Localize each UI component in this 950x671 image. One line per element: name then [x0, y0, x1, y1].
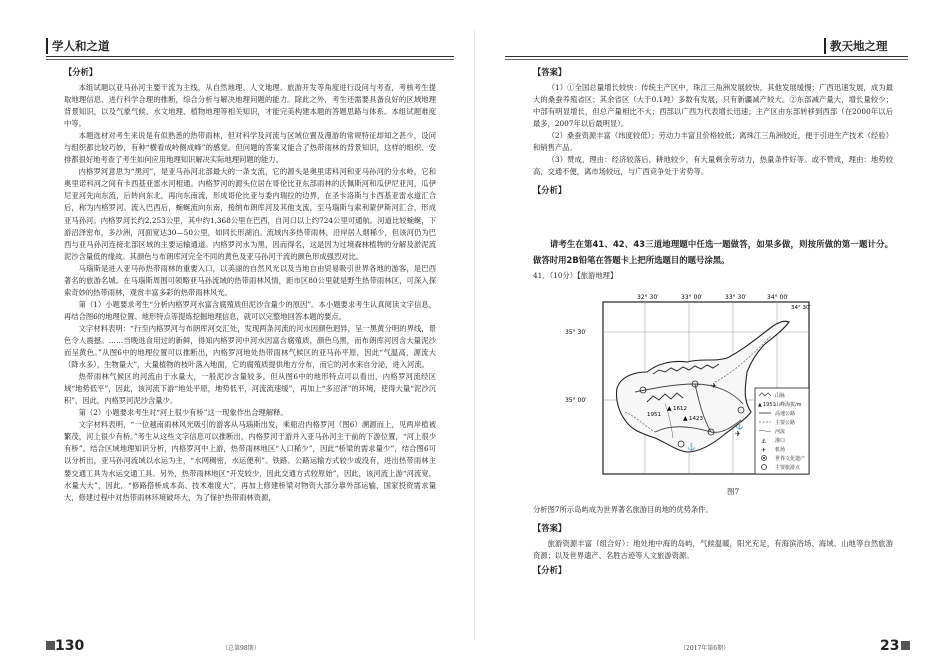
- map-svg: [565, 292, 813, 482]
- legend-label: 高速公路: [775, 411, 796, 417]
- question-41-text: 分析图7所示岛屿成为世界著名旅游目的地的优势条件。: [533, 505, 713, 514]
- paragraph: 文字材料表明：“行至内格罗河与布朗库河交汇处，发现两条河流的河水因颜色迥异，呈一黑黄分明的界线，景色令人震撼。……当晚进食用过的新鲜，得知内格罗河中河水因富含腐殖质，颜色乌黑，而布朗库河因含大量泥沙而呈黄色。”从图6中的地理位置可以推断出，内格罗河地处热带雨林气候区的亚马孙平原，因此“气温高，源流大（降水多），生物量大”，大量植物的枝叶落入地面，它的腐殖质提供地方分布，而它的河水来自分泌，进入河流。: [64, 323, 436, 370]
- legend-label: 河流: [775, 429, 786, 435]
- answer-heading: 【答案】: [533, 67, 567, 77]
- paragraph: 本题选材对考生来说是有似熟悉的热带雨林，但对科学及河流与区域位置及漫游的常规特征却知之甚少，设问与组织都比较巧妙，有种“横看成岭侧成峰”的感觉。但问题的答案又能合了热带雨林的背景知识，这样的组织、安排都很好地考查了考生如何应用地理知识解决实际地理问题的能力。: [64, 131, 436, 165]
- lon-label: 34° 00′: [767, 294, 789, 301]
- paragraph: 第（2）小题要求考生对“河上很少有桥”这一现象作出合理解释。: [78, 408, 288, 418]
- paragraph: 内格罗河意思为“黑河”，是亚马孙河北部最大的一条支流，它的源头是奥里诺科河和亚马孙河的分水岭，它和奥里诺科河之间有卡西基亚雷水河相通。内格罗河的源头位居在哥伦比亚东部雨林的沃佩斯河和瓜伊尼亚河，瓜伊尼亚河先向东流，后转向东北，再向东南流，形成哥伦比亚与委内瑞拉的边界，在圣卡洛斯与卡西基亚雷水道汇合后，称为内格罗河。流入巴西后，蜿蜒流向东南，接纳布朗库河及其他支流，至马瑙斯与索利蒙伊斯河汇合，形成亚马孙河。内格罗河长约2,253公里，其中约1,368公里在巴西，自河口以上约724公里可通航。河道比较蜿蜒，下游沼泽密布，多沙洲，河面宽达30—50公里，如同长形湖泊。流域内多热带雨林，沿岸居人烟稀少，但该河仍为巴西与亚马孙河连接北部区域的主要运输通道。内格罗河水为黑，因而得名，这是因为过境森林植物的分解及淤泥流泥沙含量低的缘故。其颜色与布朗库河完全不同的黄色及亚马孙河干流的颜色形成强烈对比。: [64, 167, 436, 261]
- paragraph: 文字材料表明，“一位越南雨林风光吸引的游客从马瑙斯出发，乘船沿内格罗河（图6）溯源而上，见两岸植被繁茂，河上很少有桥。”考生从这些文字信息可以推断出，内格罗河于游并入亚马孙河主干前的下游位置，“河上很少有桥”。结合区域地理知识分析，内格罗河中上游，热带雨林地区“人口稀少”，因此“桥梁的需求量少”，结合图6可以分析出，亚马孙河流域以水运为主，“水网稠密，水运便利”。铁路、公路运输方式较少或没有，进出热带雨林主要交通工具为水运交通工具。另外，热带雨林地区“开发较少，因此交通方式较原始”，因此，该河流上游“河流宽，水量大大”，因此，“修路搭桥成本高、技术难度大”，再加上修建桥梁对物资大部分靠外部运输，国家投资需求量大，修建过程中对热带雨林环境破坏大，为了保护热带雨林资源，: [64, 420, 436, 502]
- legend-label: 港口: [775, 438, 786, 444]
- analysis-heading: 【分析】: [64, 67, 98, 77]
- right-issue-note: （2017年第6期）: [680, 645, 730, 652]
- instruction-block: [533, 236, 893, 282]
- airport-icon: ✈: [711, 382, 717, 390]
- paragraph: 热带雨林气候区的河流由于水量大，一般泥沙含量较多。但从图6中的地形特点可以看出，内格罗河流经区域“地势低平”，因此，该河流下游“地处平原，地势低平，河流流速缓”，再加上“多沼泽”的环境，使得大量“泥沙沉积”，因此，内格罗河泥沙含量少。: [64, 372, 436, 406]
- left-issue-note: （总第98期）: [222, 645, 260, 652]
- legend-label: 世界文化遗产: [775, 456, 806, 462]
- lon-label: 33° 00′: [681, 294, 703, 301]
- anchor-icon: ⚓: [687, 443, 696, 451]
- question-41-title: 41．（10分）【旅游地理】: [533, 271, 618, 280]
- peak-label: 1612: [673, 406, 687, 412]
- peak-label: 1423: [689, 416, 703, 422]
- legend-label: 山脉: [775, 393, 786, 399]
- right-header: 教天地之理: [824, 38, 888, 60]
- paragraph: 马瑙斯是进入亚马孙热带雨林的重要入口，以美丽的自然风光以及当地自由贸易吸引世界各地的游客，是巴西著名的旅游名城。在马瑙斯周围可领略亚马孙流域的热带雨林风情，距市区80公里就是野生热带雨林区，可深入探索奇妙的热带雨林，观赏丰富多彩的热带雨林风光。: [64, 263, 436, 297]
- page-marker-icon: [46, 641, 55, 650]
- lat-label: 35° 00′: [565, 397, 587, 404]
- answer-heading: 【答案】: [533, 523, 567, 534]
- answer-3: （3）赞成，理由：经济较落后，耕地较少，有大量剩余劳动力，热量条件好等。或不赞成，理由：地势较高，交通不便，离市场较远，与广西竞争处于劣势等。: [533, 155, 893, 177]
- peak-marker: ▲: [683, 415, 688, 422]
- right-column-bottom: [533, 504, 893, 580]
- lon-label: 34° 30′: [791, 305, 811, 311]
- peak-label: 1951: [647, 412, 661, 418]
- legend-label: 山峰海拔/m: [775, 402, 802, 408]
- header-rule: [46, 56, 454, 57]
- header-rule-thin: [46, 59, 454, 60]
- lon-label: 32° 30′: [637, 294, 659, 301]
- answer-2: （2）桑蚕资源丰富（纬度较低）；劳动力丰富且价格较低；离珠江三角洲较近，便于引进生产技术（经验）和销售产品。: [533, 131, 893, 153]
- right-column-top: [533, 64, 893, 200]
- paragraph: 第（1）小题要求考生“分析内格罗河水富含腐殖质但泥沙含量少的原因”。本小题要求考生认真阅读文字信息，再结合图6的地理位置、地形特点等提炼挖掘地理信息，就可以完整地回答本题的要点。: [64, 299, 436, 321]
- analysis-heading: 【分析】: [533, 565, 567, 576]
- legend-peak-value: 1951: [763, 402, 776, 408]
- lon-label: 33° 30′: [725, 294, 747, 301]
- analysis-heading: 【分析】: [533, 185, 567, 196]
- legend-symbol: ▲: [758, 402, 762, 408]
- right-page-number: 23: [880, 638, 910, 654]
- legend-label: 主要旅游点: [775, 465, 801, 471]
- lat-label: 35° 30′: [565, 329, 587, 336]
- left-header: 学人和之道: [46, 38, 110, 60]
- paragraph: 本组试题以亚马孙河主要干流为主线，从自然地理、人文地理、旅游开发等角度进行设问与考查，考核考生提取地理信息、进行科学合理的推断，综合分析与解决地理问题的能力。除此之外，考生还需要具备良好的区域地理背景知识，以及气象气候、水文地理、植物地理等相关知识，才能完美构建本题的答题思路与体系。本组试题难度中等。: [64, 83, 436, 129]
- header-rule: [505, 56, 908, 57]
- peak-marker: ▲: [667, 405, 672, 412]
- airport-icon: ✈: [735, 430, 741, 438]
- left-page-number: 130: [46, 638, 84, 654]
- legend-airport-icon: ✈: [761, 447, 767, 454]
- answer-1: （1）①全国总量增长较快：传统主产区中，珠江三角洲发展较快，其他发展缓慢；广西迅速发展，成为最大的桑蚕养殖省区；其余省区（大于0.1吨）多数有发展，只有新疆减产较大。②东部减产量大，增长量较少；中部有明显增长，但总产量相比不大；西部以广西为代表增长迅速；主产区由东部转移到西部（在2000年以后最多，2007年以后最明显）。: [533, 83, 893, 129]
- page-marker-icon: [901, 641, 910, 650]
- legend-heritage-icon: [763, 457, 765, 459]
- legend-label: 机场: [775, 447, 786, 453]
- left-column: [64, 64, 436, 504]
- legend-anchor-icon: ⚓: [761, 438, 767, 445]
- answer-41: 旅游资源丰富（组合好）：地处地中海的岛屿，气候温暖，阳光充足，有海滨浴场、海域、山地等自然旅游资源；以及世界遗产、名胜古迹等人文旅游资源。: [533, 539, 893, 561]
- anchor-icon: ⚓: [735, 422, 744, 430]
- optional-question-instruction: 请考生在第41、42、43三道地理题中任选一题做答，如果多做，则按所做的第一题计分。做答时用2B铅笔在答题卡上把所选题目的题号涂黑。: [533, 239, 893, 265]
- cyprus-map-figure: [565, 292, 813, 482]
- legend-label: 主要公路: [775, 420, 796, 426]
- figure-7-caption: 图7: [727, 487, 740, 496]
- header-rule-thin: [505, 59, 908, 60]
